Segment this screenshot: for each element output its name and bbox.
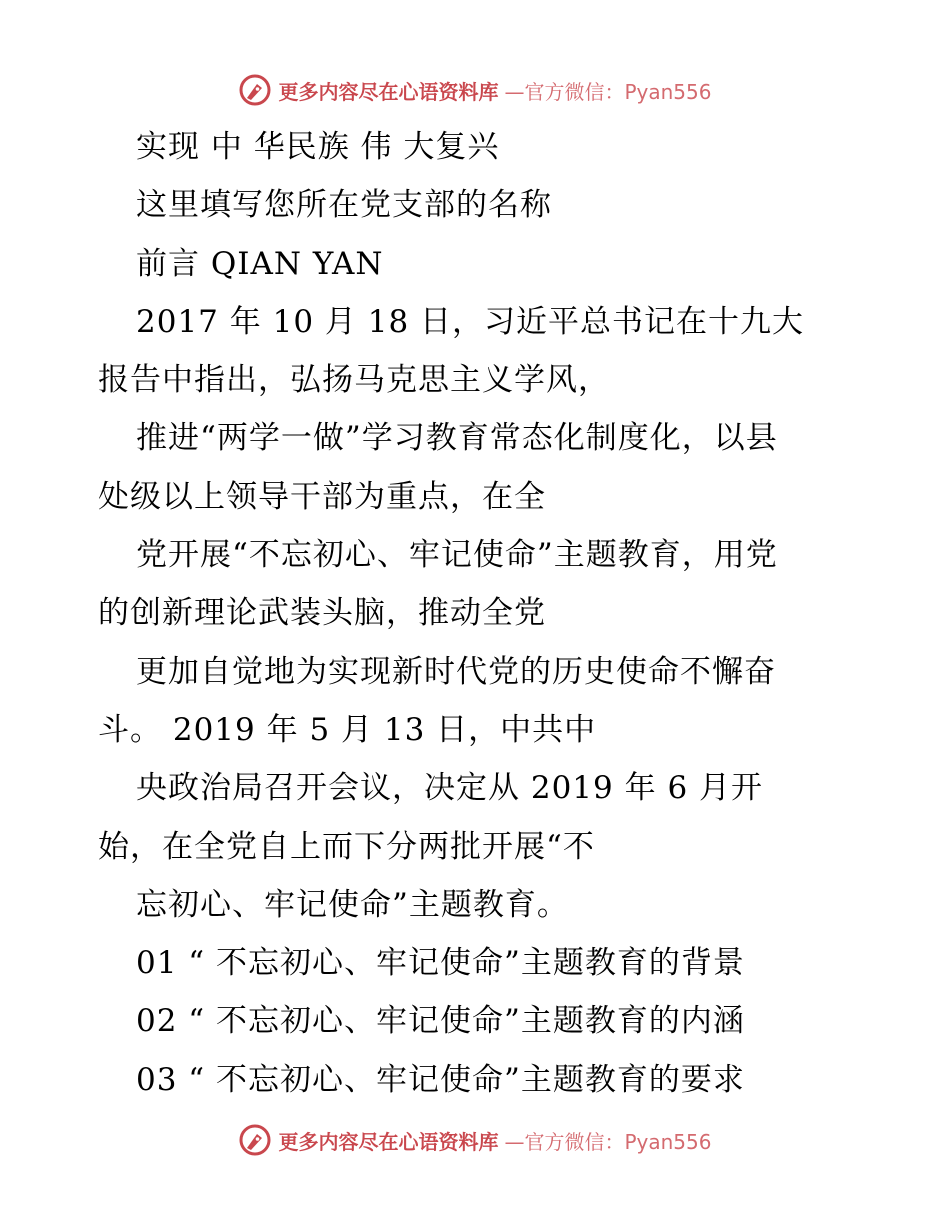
watermark-brand-text: 更多内容尽在心语资料库: [278, 1129, 499, 1154]
text-line: 报告中指出，弘扬马克思主义学风，: [98, 362, 610, 399]
header-watermark-banner: [0, 70, 950, 110]
watermark-contact-text: —官方微信：Pyan556: [504, 1129, 712, 1154]
text-line: 02 “ 不忘初心、牢记使命”主题教育的内涵: [136, 1003, 745, 1040]
watermark-brand-text: 更多内容尽在心语资料库: [278, 79, 499, 104]
text-line: 忘初心、牢记使命”主题教育。: [136, 886, 569, 923]
text-line: 处级以上领导干部为重点，在全: [98, 478, 546, 515]
text-line: 斗。 2019 年 5 月 13 日，中共中: [98, 711, 597, 748]
pen-nib-logo-icon: [238, 73, 272, 107]
text-line: 实现 中 华民族 伟 大复兴: [136, 129, 500, 165]
text-line: 03 “ 不忘初心、牢记使命”主题教育的要求: [136, 1061, 745, 1098]
text-line: 党开展“不忘初心、牢记使命”主题教育，用党: [136, 537, 778, 574]
text-line: 的创新理论武装头脑，推动全党: [98, 595, 546, 632]
text-line: 这里填写您所在党支部的名称: [136, 187, 552, 224]
text-line: 推进“两学一做”学习教育常态化制度化，以县: [136, 420, 778, 457]
text-line: 更加自觉地为实现新时代党的历史使命不懈奋: [136, 653, 776, 690]
text-line: 央政治局召开会议，决定从 2019 年 6 月开: [136, 770, 764, 807]
document-body: [98, 118, 878, 1109]
pen-nib-logo-icon: [238, 1123, 272, 1157]
text-line: 01 “ 不忘初心、牢记使命”主题教育的背景: [136, 945, 745, 982]
text-line: 前言 QIAN YAN: [136, 245, 384, 282]
watermark-contact-text: —官方微信：Pyan556: [504, 79, 712, 104]
footer-watermark-banner: [0, 1120, 950, 1160]
text-line: 始，在全党自上而下分两批开展“不: [98, 828, 595, 865]
text-line: 2017 年 10 月 18 日，习近平总书记在十九大: [136, 303, 805, 340]
